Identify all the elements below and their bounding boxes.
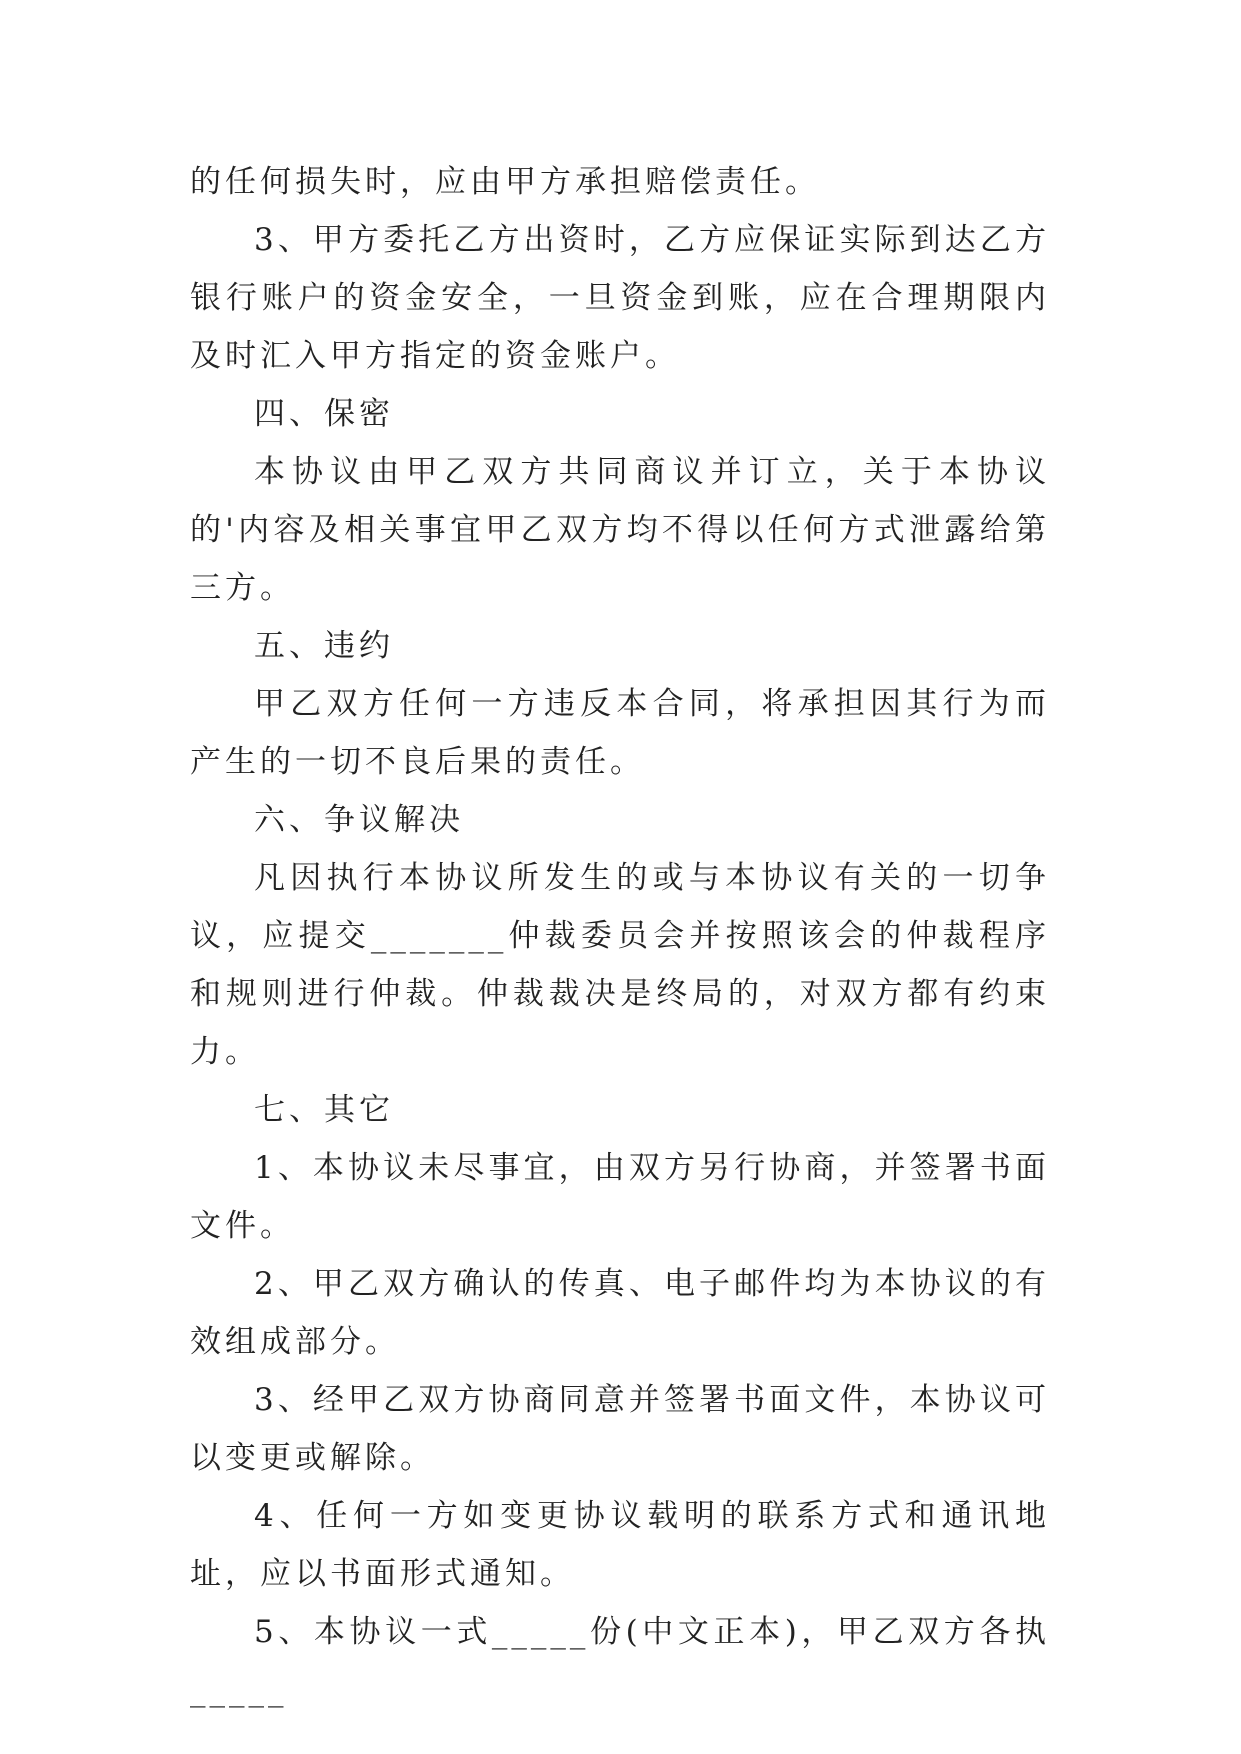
paragraph-10: 1、本协议未尽事宜，由双方另行协商，并签署书面文件。 (190, 1150, 1050, 1244)
paragraph-4: 本协议由甲乙双方共同商议并订立，关于本协议的'内容及相关事宜甲乙双方均不得以任何方式泄露给第三方。 (190, 454, 1050, 606)
paragraph-2: 3、甲方委托乙方出资时，乙方应保证实际到达乙方银行账户的资金安全，一旦资金到账，应在合理期限内及时汇入甲方指定的资金账户。 (190, 222, 1050, 374)
section-heading-breach: 五、违约 (254, 628, 394, 664)
paragraph-12: 3、经甲乙双方协商同意并签署书面文件，本协议可以变更或解除。 (190, 1382, 1050, 1476)
paragraph-14: 5、本协议一式_____份(中文正本)，甲乙双方各执_____ (190, 1614, 1050, 1708)
paragraph-8: 凡因执行本协议所发生的或与本协议有关的一切争议，应提交_______仲裁委员会并按照该会的仲裁程序和规则进行仲裁。仲裁裁决是终局的，对双方都有约束力。 (190, 860, 1050, 1070)
document-body (190, 153, 1050, 1719)
section-heading-confidentiality: 四、保密 (254, 396, 394, 432)
paragraph-1: 的任何损失时，应由甲方承担赔偿责任。 (190, 164, 820, 200)
section-heading-dispute: 六、争议解决 (254, 802, 464, 838)
paragraph-6: 甲乙双方任何一方违反本合同，将承担因其行为而产生的一切不良后果的责任。 (190, 686, 1050, 780)
paragraph-11: 2、甲乙双方确认的传真、电子邮件均为本协议的有效组成部分。 (190, 1266, 1050, 1360)
section-heading-other: 七、其它 (254, 1092, 394, 1128)
paragraph-13: 4、任何一方如变更协议载明的联系方式和通讯地址，应以书面形式通知。 (190, 1498, 1050, 1592)
